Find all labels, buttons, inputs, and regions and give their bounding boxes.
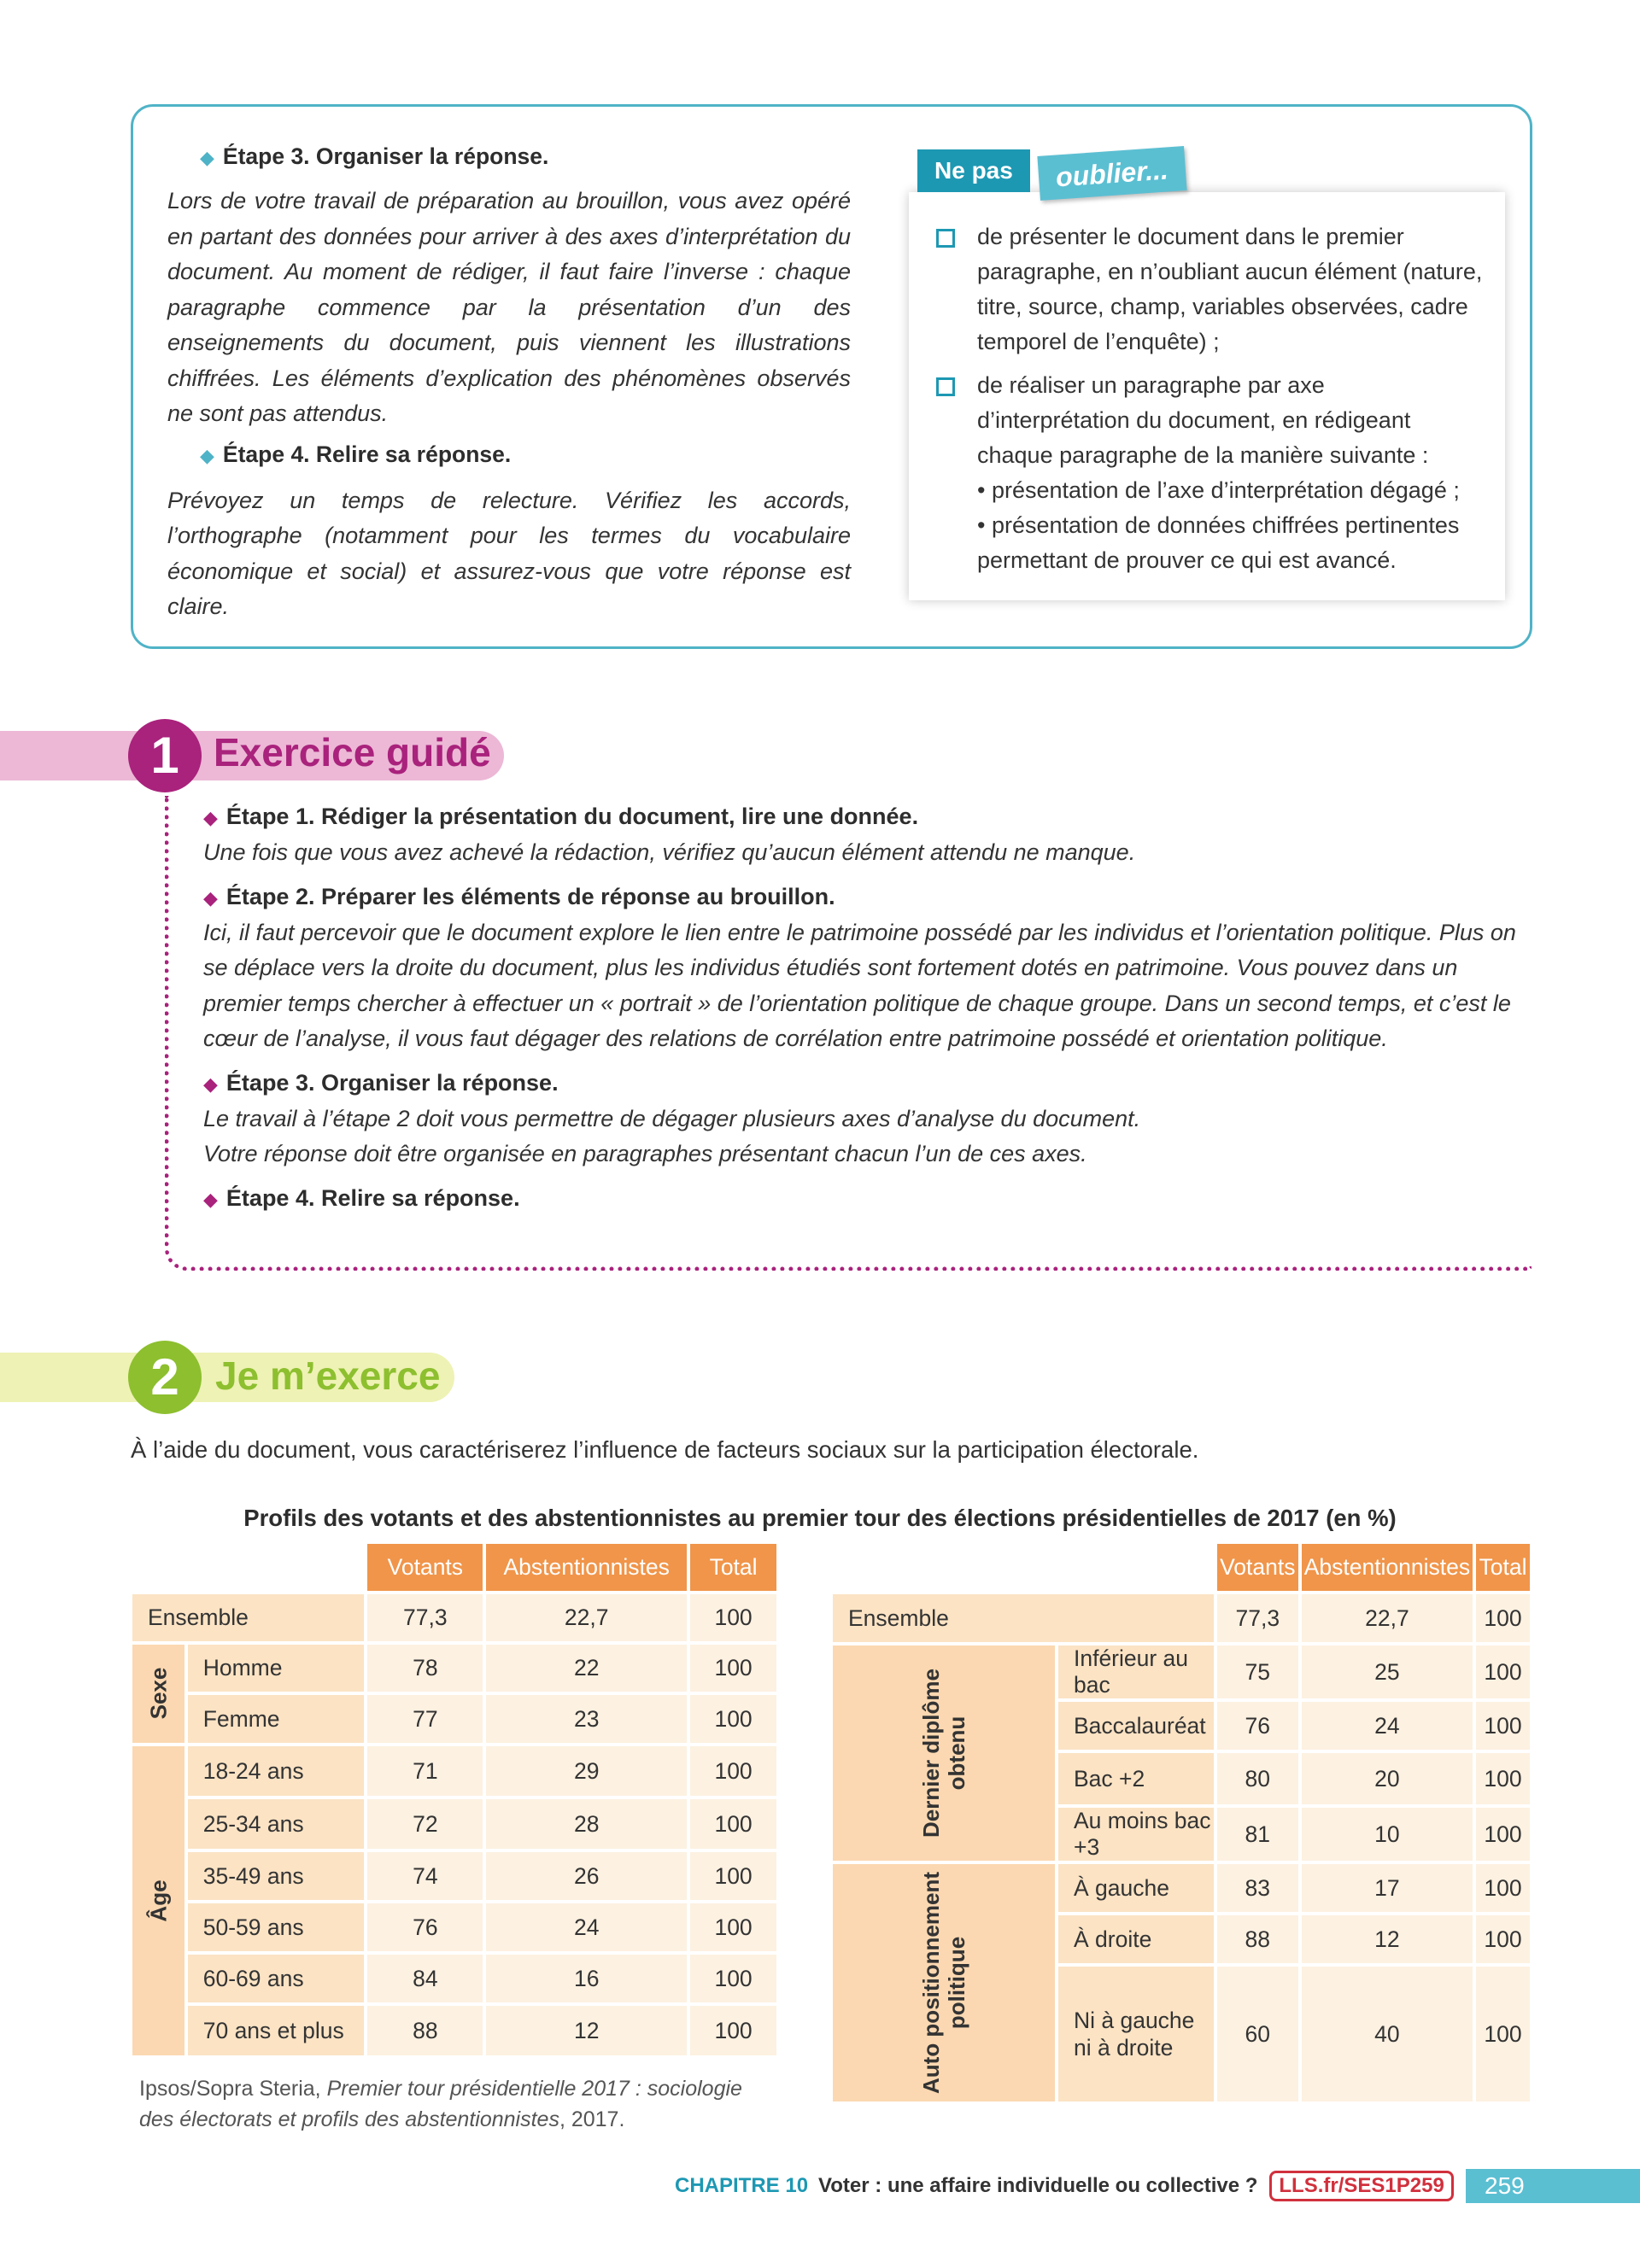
diamond-icon: ◆ — [203, 1073, 218, 1095]
ex1-step1-text: Une fois que vous avez achevé la rédaction, vérifiez qu’aucun élément attendu ne manque. — [203, 839, 1136, 865]
checkbox-icon — [936, 229, 955, 248]
table-row: 70 ans et plus 88 12 100 — [132, 2006, 776, 2055]
step3-text: Lors de votre travail de préparation au brouillon, vous avez opéré en partant des données pour arriver à des axes d’interprétation du document. Au moment de rédiger, il faut faire l’inverse : chaque paragraphe commence par la présentation d’un des enseignements du document, puis viennent les illustrations chiffrées. Les éléments d’explication des phénomènes observés ne sont pas attendus. — [167, 188, 851, 426]
step3-heading: ◆ Étape 3. Organiser la réponse. — [200, 143, 549, 169]
reminder-item: de présenter le document dans le premier paragraphe, en n’oubliant aucun élément (nature, titre, source, champ, variables observées, cadre temporel de l’enquête) ; — [936, 219, 1483, 359]
method-steps — [167, 141, 851, 635]
table-row: 25-34 ans 72 28 100 — [132, 1799, 776, 1849]
group-label-politique: Auto positionnement politique — [833, 1864, 1055, 2101]
ex1-step3-heading: ◆ Étape 3. Organiser la réponse. — [203, 1069, 559, 1096]
reminder-card — [909, 192, 1505, 600]
diamond-icon: ◆ — [200, 147, 214, 168]
table-right — [829, 1540, 1533, 2105]
step4-text: Prévoyez un temps de relecture. Vérifiez les accords, l’orthographe (notamment pour les termes du vocabulaire économique et social) et assurez-vous que votre réponse est claire. — [167, 487, 851, 619]
table-row: 60-69 ans 84 16 100 — [132, 1955, 776, 2002]
ex1-step3-text-1: Le travail à l’étape 2 doit vous permettre de dégager plusieurs axes d’analyse du document. — [203, 1105, 1141, 1131]
exercise1-body — [203, 799, 1519, 1217]
exercise2-intro: À l’aide du document, vous caractériserez l’influence de facteurs sociaux sur la participation électorale. — [131, 1436, 1199, 1463]
diamond-icon: ◆ — [203, 807, 218, 828]
diamond-icon: ◆ — [200, 444, 214, 466]
header-abstentionnistes: Abstentionnistes — [1302, 1544, 1473, 1591]
table-row: 35-49 ans 74 26 100 — [132, 1852, 776, 1900]
step4-heading: ◆ Étape 4. Relire sa réponse. — [200, 441, 512, 467]
table-row: Baccalauréat 76 24 100 — [833, 1702, 1530, 1750]
reminder-tag: Ne pas — [917, 149, 1030, 192]
exercise1-title: Exercice guidé — [214, 730, 491, 775]
ex1-step1-heading: ◆ Étape 1. Rédiger la présentation du document, lire une donnée. — [203, 804, 919, 829]
reminder-item: de réaliser un paragraphe par axe d’interprétation du document, en rédigeant chaque paragraphe de la manière suivante : • présentation de l’axe d’interprétation dégagé ; • présentation de données chiffrées pertinentes permettant de prouver ce qui est avancé. — [936, 368, 1483, 578]
table-row: Auto positionnement politique À gauche 83 17 100 — [833, 1864, 1530, 1912]
exercise2-number: 2 — [128, 1341, 202, 1414]
ex1-step3-text-2: Votre réponse doit être organisée en paragraphes présentant chacun l’un de ces axes. — [203, 1141, 1087, 1166]
diamond-icon: ◆ — [203, 886, 218, 909]
header-total: Total — [1476, 1544, 1530, 1591]
table-left — [129, 1540, 780, 2059]
exercise2-title: Je m’exerce — [215, 1353, 441, 1398]
group-label-sexe: Sexe — [132, 1645, 184, 1743]
page-number: 259 — [1466, 2169, 1640, 2203]
footer-link[interactable]: LLS.fr/SES1P259 — [1269, 2171, 1453, 2201]
page-footer — [675, 2169, 1454, 2203]
table-row: Au moins bac +3 81 10 100 — [833, 1808, 1530, 1861]
table-row: Sexe Homme 78 22 100 — [132, 1645, 776, 1692]
ex1-step2-heading: ◆ Étape 2. Préparer les éléments de réponse au brouillon. — [203, 883, 835, 909]
table-title: Profils des votants et des abstentionnistes au premier tour des élections présidentielles de 2017 (en %) — [243, 1505, 1397, 1531]
table-row: 50-59 ans 76 24 100 — [132, 1903, 776, 1951]
exercise1-frame — [165, 796, 1532, 1271]
table-row: Ensemble 77,3 22,7 100 — [132, 1594, 776, 1641]
table-source: Ipsos/Sopra Steria, Premier tour présidentielle 2017 : sociologie des électorats et profils des abstentionnistes, 2017. — [139, 2077, 742, 2131]
reminder-list — [936, 219, 1483, 587]
table-row: À droite 88 12 100 — [833, 1915, 1530, 1963]
table-row: Âge 18-24 ans 71 29 100 — [132, 1746, 776, 1796]
table-header-row — [132, 1544, 776, 1591]
ex1-step4-heading: ◆ Étape 4. Relire sa réponse. — [203, 1184, 520, 1211]
reminder-tag-italic: oublier... — [1037, 146, 1186, 201]
ex1-step2-text: Ici, il faut percevoir que le document explore le lien entre le patrimoine possédé par les individus et l’orientation politique. Plus on se déplace vers la droite du document, plus les individus étudiés sont fortement dotés en patrimoine. Vous pouvez dans un premier temps chercher à effectuer un « portrait » de l’orientation politique de chaque groupe. Dans un second temps, et c’est le cœur de l’analyse, il vous faut dégager des relations de corrélation entre patrimoine possédé et orientation politique. — [203, 919, 1516, 1051]
checkbox-icon — [936, 377, 955, 396]
table-row: Ensemble 77,3 22,7 100 — [833, 1594, 1530, 1642]
table-row: Bac +2 80 20 100 — [833, 1753, 1530, 1804]
group-label-age: Âge — [132, 1746, 184, 2055]
header-total: Total — [690, 1544, 776, 1591]
table-header-row — [833, 1544, 1530, 1591]
exercise1-number: 1 — [128, 719, 202, 792]
footer-title: Voter : une affaire individuelle ou collective ? — [818, 2174, 1258, 2197]
table-row: Ni à gauche ni à droite 60 40 100 — [833, 1967, 1530, 2101]
header-abstentionnistes: Abstentionnistes — [486, 1544, 687, 1591]
header-votants: Votants — [1217, 1544, 1298, 1591]
method-box — [131, 104, 1532, 649]
header-votants: Votants — [367, 1544, 483, 1591]
footer-chapter: CHAPITRE 10 — [675, 2174, 809, 2197]
group-label-diplome: Dernier diplôme obtenu — [833, 1645, 1055, 1861]
table-row: Dernier diplôme obtenu Inférieur au bac 75 25 100 — [833, 1645, 1530, 1698]
diamond-icon: ◆ — [203, 1188, 218, 1210]
table-row: Femme 77 23 100 — [132, 1695, 776, 1743]
